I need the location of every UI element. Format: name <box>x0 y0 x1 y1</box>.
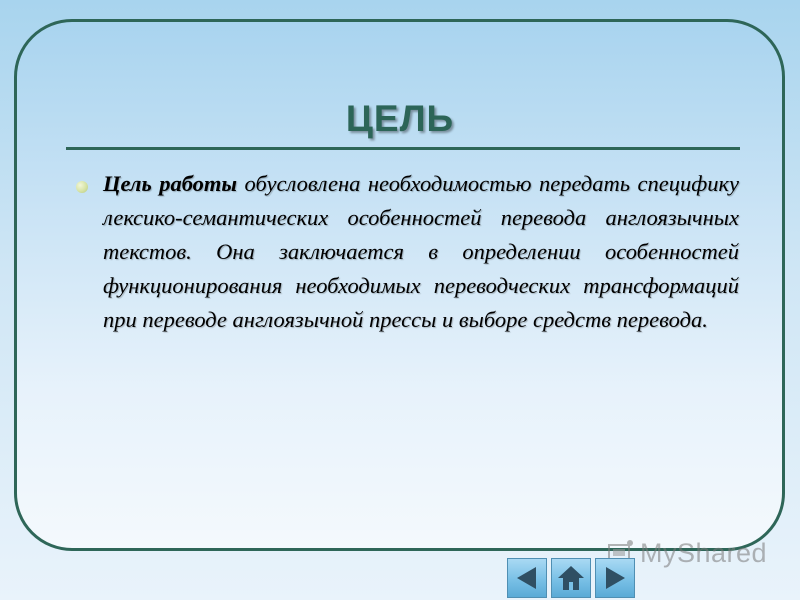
slide-navigation <box>507 558 635 598</box>
next-slide-button[interactable] <box>595 558 635 598</box>
previous-slide-button[interactable] <box>507 558 547 598</box>
bullet-body-text: обусловлена необходимостью передать специфику лексико-семантических особенностей перевода англоязычных текстов. Она заключается в определении особенностей функционирования необходимых переводческих трансформаций при переводе англоязычной прессы и выборе средств перевода. <box>103 171 739 332</box>
slide-body-text <box>103 167 739 337</box>
arrow-right-icon <box>600 563 630 593</box>
home-button[interactable] <box>551 558 591 598</box>
arrow-left-icon <box>512 563 542 593</box>
bullet-lead-text: Цель работы <box>103 171 238 196</box>
home-icon <box>556 563 586 593</box>
slide-title: ЦЕЛЬ <box>345 98 455 139</box>
watermark-text: MyShared <box>640 537 768 568</box>
bullet-icon <box>76 181 88 193</box>
title-divider <box>66 147 740 150</box>
